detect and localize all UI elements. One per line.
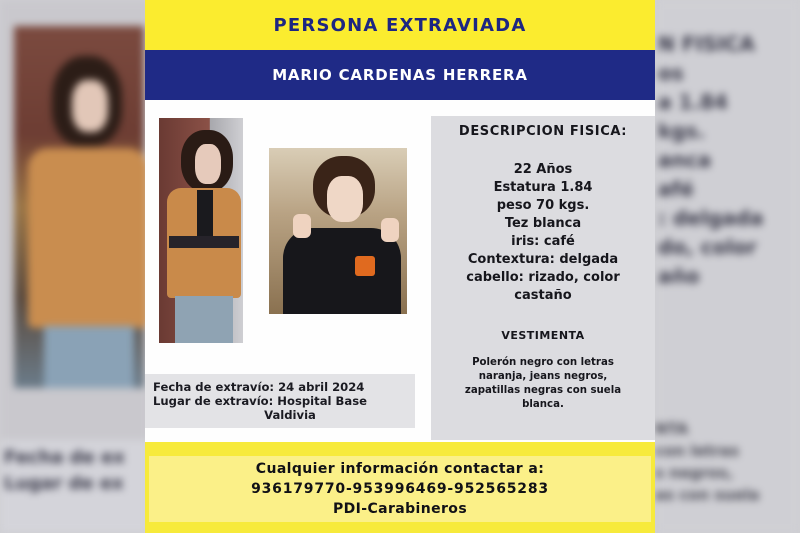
description-line: cabello: rizado, color [466,270,620,285]
clothing-list [431,356,655,412]
description-line: Tez blanca [504,216,582,231]
clothing-line: Polerón negro con letras [472,357,614,368]
clothing-line: blanca. [522,399,564,410]
full-body-photo [159,118,243,343]
description-line: peso 70 kgs. [496,198,590,213]
missing-place-city: Valdivia [264,408,316,422]
background-photo [14,26,144,388]
background-right-bottom-text: NTA con letras s negros, as con suela [655,420,760,504]
description-line: Estatura 1.84 [493,180,593,195]
missing-details-box [145,374,415,428]
clothing-line: zapatillas negras con suela [464,385,622,396]
missing-date: Fecha de extravío: 24 abril 2024 [153,380,365,394]
clothing-line: naranja, jeans negros, [478,371,608,382]
name-banner [145,50,655,100]
person-name: MARIO CARDENAS HERRERA [272,66,528,84]
poster-header [145,0,655,50]
description-list [431,161,655,305]
portrait-photo [269,148,407,314]
contact-agencies: PDI-Carabineros [332,501,468,517]
clothing-heading: VESTIMENTA [501,329,585,342]
background-left-text: Fecha de ex Lugar de ex [4,447,125,494]
poster-title: PERSONA EXTRAVIADA [273,14,527,36]
description-panel [431,116,655,440]
background-right-text: N FISICA os a 1.84 kgs. anca afé : delgada do, color año [658,32,764,288]
contact-prompt: Cualquier información contactar a: [255,461,545,477]
description-line: castaño [514,288,572,303]
description-heading: DESCRIPCION FISICA: [458,124,628,139]
description-line: iris: café [511,234,575,249]
description-line: 22 Años [513,162,573,177]
missing-place: Lugar de extravío: Hospital Base [153,394,367,408]
description-line: Contextura: delgada [467,252,619,267]
missing-person-poster [145,0,655,533]
contact-phones: 936179770-953996469-952565283 [251,481,549,497]
contact-box [149,456,651,522]
